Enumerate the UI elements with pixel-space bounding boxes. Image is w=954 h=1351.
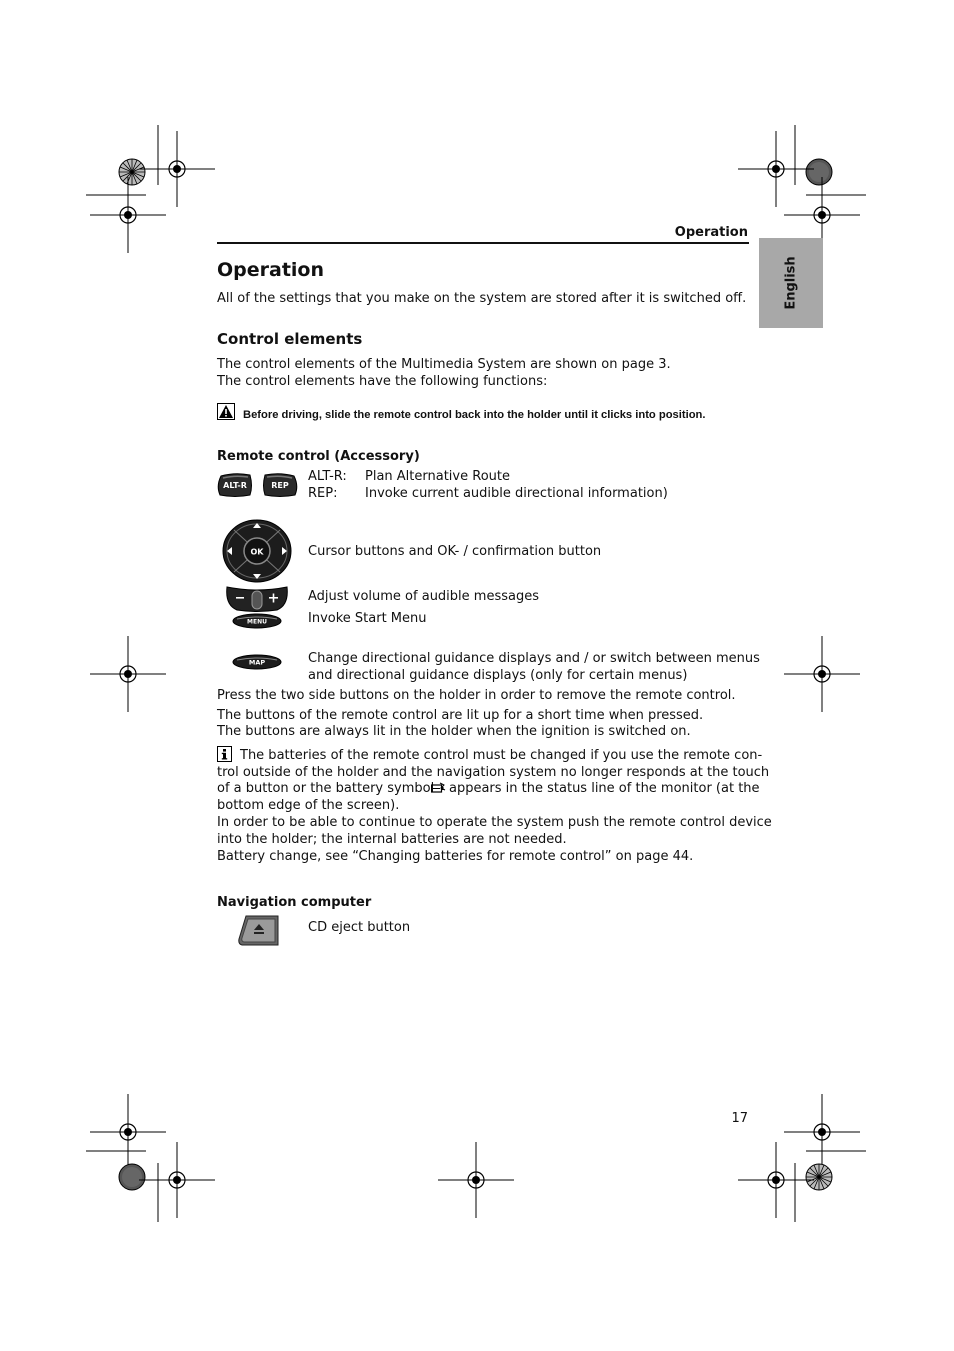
map-button [232, 654, 282, 670]
cursor-pad-icon [221, 518, 293, 584]
ok-button-label: OK [250, 547, 264, 557]
warning-icon [217, 403, 235, 420]
control-elements-line: The control elements have the following functions: [217, 374, 548, 389]
info-text: of a button or the battery symbol [217, 781, 435, 796]
volume-desc: Adjust volume of audible messages [308, 589, 539, 604]
alt-r-button [217, 472, 253, 498]
running-header: Operation [674, 225, 748, 240]
language-tab [759, 238, 823, 328]
remote-control-heading: Remote control (Accessory) [217, 449, 420, 464]
rep-button-label: REP [271, 481, 289, 490]
menu-button [232, 613, 282, 629]
info-text: appears in the status line of the monitor (at the [449, 781, 760, 796]
battery-icon [431, 782, 446, 794]
menu-button-label: MENU [247, 618, 267, 626]
page-title: Operation [217, 259, 325, 281]
control-elements-line: The control elements of the Multimedia System are shown on page 3. [217, 357, 671, 372]
volume-rocker-icon [225, 583, 289, 613]
intro-text: All of the settings that you make on the system are stored after it is switched off. [217, 291, 747, 306]
map-desc-line: and directional guidance displays (only for certain menus) [308, 668, 688, 683]
eject-icon [238, 915, 280, 946]
holder-text: The buttons are always lit in the holder when the ignition is switched on. [217, 724, 691, 739]
cursor-desc: Cursor buttons and OK- / confirmation button [308, 544, 602, 559]
map-desc-line: Change directional guidance displays and / or switch between menus [308, 651, 760, 666]
info-text: trol outside of the holder and the navigation system no longer responds at the touch [217, 765, 770, 780]
info-text: In order to be able to continue to operate the system push the remote control device [217, 815, 772, 830]
info-text: Battery change, see “Changing batteries for remote control” on page 44. [217, 849, 694, 864]
info-text: The batteries of the remote control must be changed if you use the remote con- [240, 748, 763, 763]
rep-key: REP: [308, 486, 338, 501]
info-text: bottom edge of the screen). [217, 798, 400, 813]
info-text: into the holder; the internal batteries are not needed. [217, 832, 567, 847]
nav-computer-heading: Navigation computer [217, 895, 372, 910]
control-elements-heading: Control elements [217, 330, 363, 348]
holder-text: The buttons of the remote control are lit up for a short time when pressed. [217, 708, 704, 723]
rep-button [262, 472, 298, 498]
info-icon [217, 746, 232, 762]
rep-desc: Invoke current audible directional information) [365, 486, 668, 501]
map-button-label: MAP [248, 658, 266, 667]
alt-r-key: ALT-R: [308, 469, 347, 484]
warning-text: Before driving, slide the remote control back into the holder until it clicks into position. [243, 409, 706, 421]
eject-desc: CD eject button [308, 920, 411, 935]
menu-desc: Invoke Start Menu [308, 611, 427, 626]
header-rule [217, 242, 749, 244]
holder-text: Press the two side buttons on the holder in order to remove the remote control. [217, 688, 736, 703]
page-number: 17 [731, 1111, 748, 1126]
language-tab-label: English [783, 256, 799, 310]
alt-r-button-label: ALT-R [223, 481, 247, 490]
alt-r-desc: Plan Alternative Route [365, 469, 510, 484]
